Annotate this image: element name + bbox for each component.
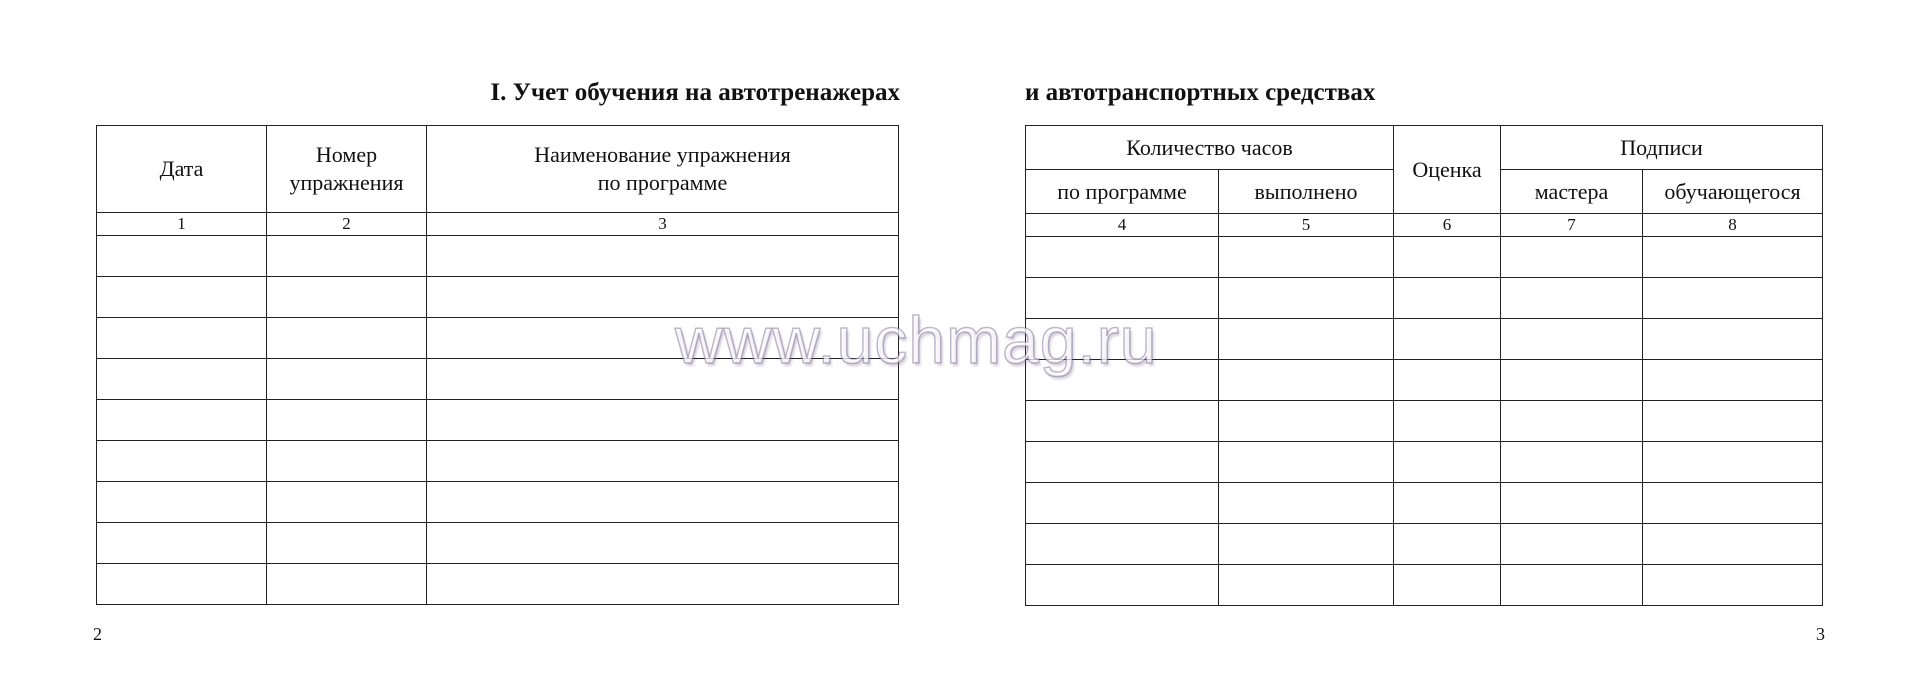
table-cell: [427, 236, 899, 277]
table-cell: [97, 277, 267, 318]
table-row: [97, 318, 899, 359]
table-cell: [267, 318, 427, 359]
table-cell: [1643, 524, 1823, 565]
header-hours-by-program: по программе: [1026, 170, 1219, 214]
right-page-title: и автотранспортных средствах: [1025, 79, 1376, 106]
table-cell: [427, 564, 899, 605]
table-cell: [1643, 319, 1823, 360]
table-cell: [427, 400, 899, 441]
right-page-number: 3: [1816, 624, 1825, 644]
table-row: [1026, 401, 1823, 442]
table-row: [97, 564, 899, 605]
header-hours-done: выполнено: [1219, 170, 1394, 214]
table-cell: [1394, 278, 1501, 319]
table-cell: [427, 523, 899, 564]
table-cell: [1501, 360, 1643, 401]
table-row: [1026, 565, 1823, 606]
table-cell: [1394, 237, 1501, 278]
table-cell: [97, 564, 267, 605]
header-row-top: [1026, 126, 1823, 170]
table-cell: [1501, 237, 1643, 278]
table-cell: [1394, 442, 1501, 483]
table-cell: [267, 523, 427, 564]
column-number: 5: [1219, 214, 1394, 237]
header-exercise-name-line1: Наименование упражнения: [534, 142, 791, 167]
table-cell: [1394, 319, 1501, 360]
table-row: [1026, 524, 1823, 565]
table-cell: [1026, 483, 1219, 524]
table-cell: [1501, 442, 1643, 483]
header-hours: [1026, 126, 1394, 170]
header-date-label: Дата: [159, 156, 204, 181]
column-number: 8: [1643, 214, 1823, 237]
table-cell: [1394, 360, 1501, 401]
table-cell: [267, 236, 427, 277]
left-page-title: I. Учет обучения на автотренажерах: [490, 79, 900, 106]
table-row: [97, 482, 899, 523]
table-cell: [1394, 483, 1501, 524]
table-row: [1026, 237, 1823, 278]
column-number: 2: [267, 213, 427, 236]
header-signature-master: мастера: [1501, 170, 1643, 214]
table-cell: [427, 359, 899, 400]
table-row: [1026, 360, 1823, 401]
table-cell: [97, 236, 267, 277]
table-cell: [1026, 442, 1219, 483]
table-cell: [97, 441, 267, 482]
table-cell: [1501, 483, 1643, 524]
table-row: [1026, 442, 1823, 483]
table-row: [97, 277, 899, 318]
table-cell: [1394, 401, 1501, 442]
table-cell: [1643, 360, 1823, 401]
table-cell: [427, 277, 899, 318]
table-cell: [267, 564, 427, 605]
right-journal-table: [1025, 125, 1823, 606]
table-cell: [1219, 319, 1394, 360]
table-cell: [1026, 524, 1219, 565]
table-cell: [97, 482, 267, 523]
table-cell: [1501, 401, 1643, 442]
table-cell: [1219, 237, 1394, 278]
table-row: [97, 441, 899, 482]
table-cell: [1219, 483, 1394, 524]
table-cell: [1643, 237, 1823, 278]
header-exercise-number: [267, 126, 427, 213]
table-cell: [1643, 278, 1823, 319]
table-cell: [267, 400, 427, 441]
table-row: [1026, 319, 1823, 360]
header-exercise-name-line2: по программе: [597, 170, 728, 195]
table-row: [1026, 483, 1823, 524]
table-row: [1026, 278, 1823, 319]
table-cell: [97, 400, 267, 441]
table-cell: [267, 277, 427, 318]
table-cell: [1219, 360, 1394, 401]
table-cell: [1026, 278, 1219, 319]
header-hours-label: Количество часов: [1126, 134, 1293, 160]
table-cell: [427, 318, 899, 359]
watermark: www.uchmag.ru: [675, 303, 1158, 377]
column-number: 3: [427, 213, 899, 236]
table-cell: [1026, 565, 1219, 606]
table-cell: [1643, 401, 1823, 442]
table-cell: [1219, 565, 1394, 606]
table-cell: [1643, 565, 1823, 606]
header-row: [97, 126, 899, 213]
left-journal-table: [96, 125, 899, 605]
table-cell: [1643, 442, 1823, 483]
header-exercise-number-line1: Номер: [315, 142, 378, 167]
header-exercise-name: [427, 126, 899, 213]
header-signature-student: обучающегося: [1643, 170, 1823, 214]
table-cell: [1219, 278, 1394, 319]
column-number: 4: [1026, 214, 1219, 237]
header-grade: [1394, 126, 1501, 214]
table-cell: [267, 441, 427, 482]
table-cell: [267, 359, 427, 400]
table-cell: [1219, 524, 1394, 565]
table-cell: [1026, 360, 1219, 401]
table-cell: [1219, 401, 1394, 442]
table-cell: [427, 441, 899, 482]
column-number-row: [97, 213, 899, 236]
table-row: [97, 359, 899, 400]
table-cell: [1501, 319, 1643, 360]
header-date: [97, 126, 267, 213]
table-row: [97, 236, 899, 277]
left-page-number: 2: [93, 624, 102, 644]
column-number: 6: [1394, 214, 1501, 237]
column-number: 7: [1501, 214, 1643, 237]
table-cell: [1026, 319, 1219, 360]
table-cell: [1501, 524, 1643, 565]
table-cell: [97, 359, 267, 400]
table-cell: [1501, 565, 1643, 606]
table-cell: [97, 523, 267, 564]
table-cell: [1219, 442, 1394, 483]
table-row: [97, 400, 899, 441]
table-cell: [267, 482, 427, 523]
table-cell: [1643, 483, 1823, 524]
table-cell: [1501, 278, 1643, 319]
table-cell: [1394, 565, 1501, 606]
column-number: 1: [97, 213, 267, 236]
header-signatures: [1501, 126, 1823, 170]
table-cell: [427, 482, 899, 523]
header-grade-label: Оценка: [1412, 156, 1482, 182]
column-number-row: [1026, 214, 1823, 237]
header-signatures-label: Подписи: [1620, 134, 1703, 160]
table-cell: [1026, 401, 1219, 442]
table-cell: [1394, 524, 1501, 565]
table-cell: [97, 318, 267, 359]
table-cell: [1026, 237, 1219, 278]
header-exercise-number-line2: упражнения: [289, 170, 404, 195]
table-row: [97, 523, 899, 564]
